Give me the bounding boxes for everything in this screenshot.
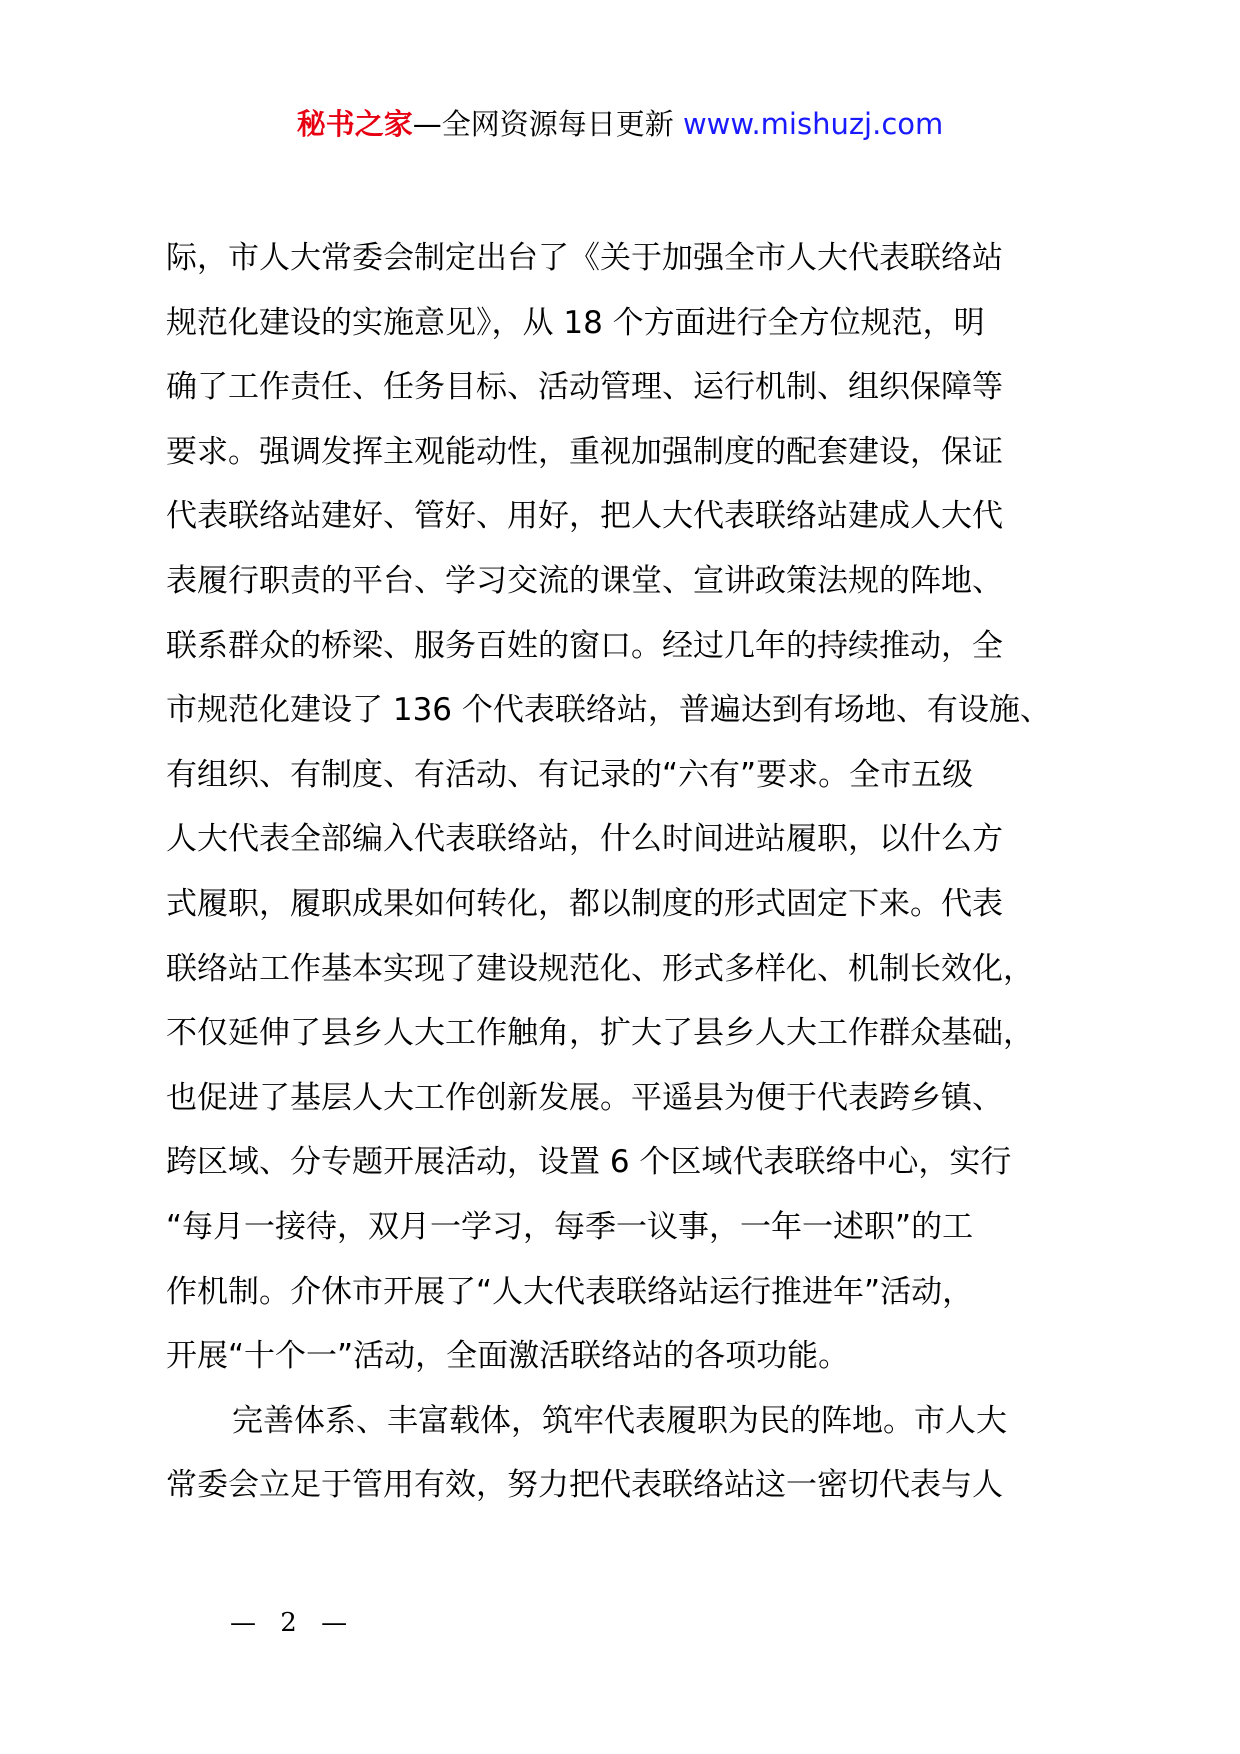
body-line-2: 规范化建设的实施意见》，从 18 个方面进行全方位规范，明 bbox=[166, 304, 985, 341]
body-line-6: 表履行职责的平台、学习交流的课堂、宣讲政策法规的阵地、 bbox=[166, 562, 1003, 599]
body-line-4: 要求。强调发挥主观能动性，重视加强制度的配套建设，保证 bbox=[166, 433, 1003, 470]
body-line-1: 际，市人大常委会制定出台了《关于加强全市人大代表联络站 bbox=[166, 240, 1003, 276]
body-line-5: 代表联络站建好、管好、用好，把人大代表联络站建成人大代 bbox=[166, 498, 1003, 535]
body-line-13: 不仅延伸了县乡人大工作触角，扩大了县乡人大工作群众基础， bbox=[166, 1015, 1034, 1052]
body-line-10: 人大代表全部编入代表联络站，什么时间进站履职，以什么方 bbox=[166, 821, 1003, 858]
body-line-17: 作机制。介休市开展了“人大代表联络站运行推进年”活动， bbox=[166, 1273, 974, 1310]
body-line-19: 完善体系、丰富载体，筑牢代表履职为民的阵地。市人大 bbox=[232, 1402, 1007, 1439]
body-line-18: 开展“十个一”活动，全面激活联络站的各项功能。 bbox=[166, 1338, 850, 1375]
body-line-16: “每月一接待，双月一学习，每季一议事，一年一述职”的工 bbox=[166, 1208, 974, 1245]
body-line-14: 也促进了基层人大工作创新发展。平遥县为便于代表跨乡镇、 bbox=[166, 1079, 1003, 1116]
body-line-15: 跨区域、分专题开展活动，设置 6 个区域代表联络中心，实行 bbox=[166, 1144, 1012, 1181]
page-number: — 2 — bbox=[230, 1608, 356, 1638]
body-line-3: 确了工作责任、任务目标、活动管理、运行机制、组织保障等 bbox=[166, 369, 1003, 406]
site-tagline: —全网资源每日更新 bbox=[412, 107, 674, 141]
document-body bbox=[166, 238, 1106, 1530]
body-line-11: 式履职，履职成果如何转化，都以制度的形式固定下来。代表 bbox=[166, 885, 1003, 922]
body-line-20: 常委会立足于管用有效，努力把代表联络站这一密切代表与人 bbox=[166, 1467, 1003, 1504]
body-line-7: 联系群众的桥梁、服务百姓的窗口。经过几年的持续推动，全 bbox=[166, 627, 1003, 664]
body-line-8: 市规范化建设了 136 个代表联络站，普遍达到有场地、有设施、 bbox=[166, 692, 1051, 729]
body-line-9: 有组织、有制度、有活动、有记录的“六有”要求。全市五级 bbox=[166, 756, 974, 793]
body-line-12: 联络站工作基本实现了建设规范化、形式多样化、机制长效化， bbox=[166, 950, 1034, 987]
site-banner bbox=[0, 104, 1240, 144]
site-url-link[interactable]: www.mishuzj.com bbox=[682, 107, 944, 141]
site-brand-name: 秘书之家 bbox=[296, 107, 413, 141]
